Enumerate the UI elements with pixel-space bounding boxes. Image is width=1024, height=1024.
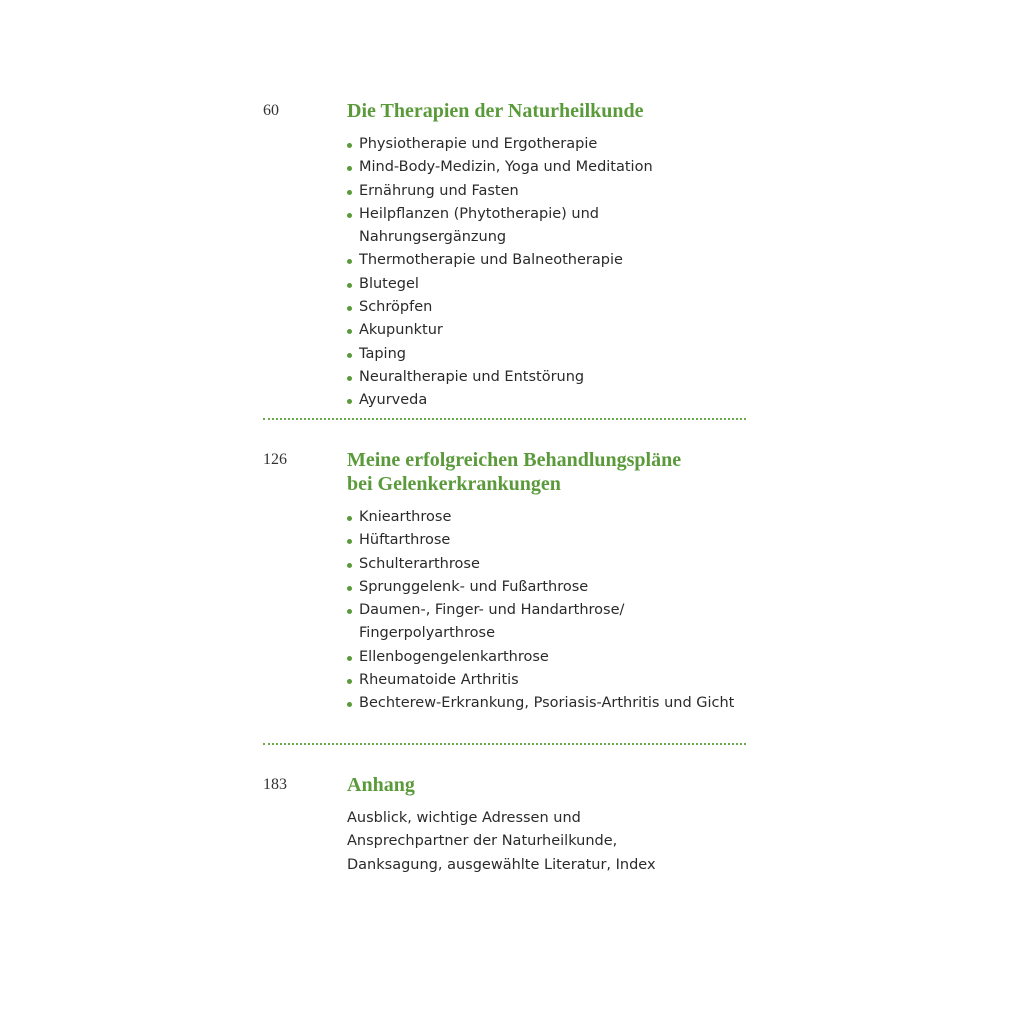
bullet-icon [347,679,352,684]
list-item: Ernährung und Fasten [347,180,747,203]
bullet-icon [347,353,352,358]
bullet-icon [347,539,352,544]
list-item: Heilpflanzen (Phytotherapie) und Nahrungsergänzung [347,203,747,250]
list-item: Physiotherapie und Ergotherapie [347,133,747,156]
list-item: Schulterarthrose [347,553,747,576]
bullet-icon [347,586,352,591]
bullet-icon [347,329,352,334]
bullet-icon [347,190,352,195]
list-item: Sprunggelenk- und Fußarthrose [347,576,747,599]
section-heading: Die Therapien der Naturheilkunde [347,100,644,122]
list-item: Bechterew-Erkrankung, Psoriasis-Arthritis und Gicht [347,692,747,715]
bullet-icon [347,702,352,707]
bullet-icon [347,306,352,311]
section-divider [263,743,746,745]
bullet-icon [347,516,352,521]
list-item: Daumen-, Finger- und Handarthrose/ Fingerpolyarthrose [347,599,747,646]
list-item: Taping [347,343,747,366]
list-item: Rheumatoide Arthritis [347,669,747,692]
list-item: Mind-Body-Medizin, Yoga und Meditation [347,156,747,179]
list-item: Ellenbogengelenkarthrose [347,646,747,669]
bullet-icon [347,259,352,264]
section-description: Ausblick, wichtige Adressen und Ansprechpartner der Naturheilkunde, Danksagung, ausgewählte Literatur, Index [347,810,656,873]
bullet-icon [347,399,352,404]
section-divider [263,418,746,420]
list-item: Schröpfen [347,296,747,319]
bullet-icon [347,376,352,381]
bullet-icon [347,609,352,614]
list-item: Ayurveda [347,389,747,412]
bullet-icon [347,213,352,218]
therapy-list [347,133,747,413]
section-heading: Meine erfolgreichen Behandlungspläne bei Gelenkerkrankungen [347,449,682,495]
section-content [347,448,747,716]
bullet-icon [347,166,352,171]
page-number: 60 [263,102,279,119]
section-content [347,99,747,413]
list-item: Neuraltherapie und Entstörung [347,366,747,389]
bullet-icon [347,656,352,661]
page-number: 183 [263,776,287,793]
bullet-icon [347,283,352,288]
bullet-icon [347,563,352,568]
page-number: 126 [263,451,287,468]
list-item: Hüftarthrose [347,529,747,552]
list-item: Blutegel [347,273,747,296]
section-content [347,773,747,877]
section-heading: Anhang [347,774,415,796]
bullet-icon [347,143,352,148]
condition-list [347,506,747,716]
list-item: Thermotherapie und Balneotherapie [347,249,747,272]
list-item: Kniearthrose [347,506,747,529]
list-item: Akupunktur [347,319,747,342]
